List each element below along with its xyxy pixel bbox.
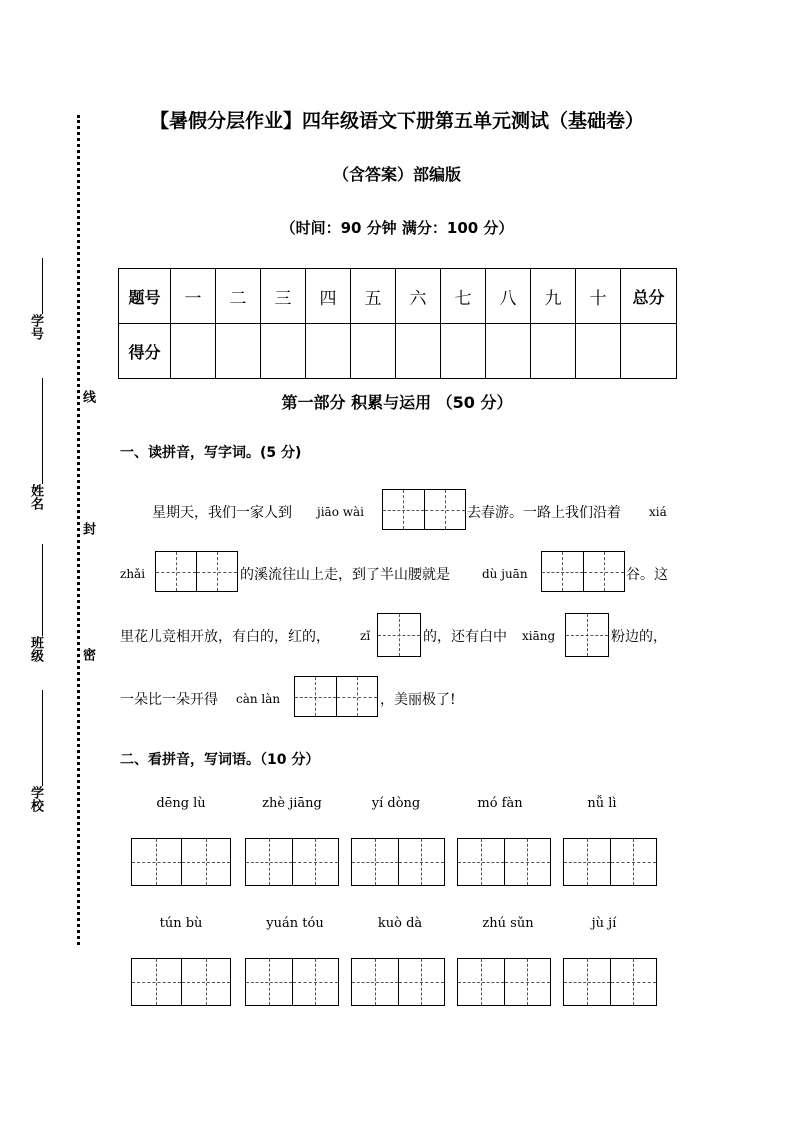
q1-pinyin: càn làn [236,692,281,706]
q2-answer-box[interactable] [245,838,339,886]
score-col: 十 [576,269,621,324]
q1-answer-box[interactable] [294,676,378,717]
q2-answer-box[interactable] [457,838,551,886]
q2-pinyin: tún bù [159,916,203,931]
score-cell[interactable] [306,324,351,379]
school-blank[interactable] [42,690,43,786]
q1-text: 的溪流往山上走，到了半山腰就是 [240,567,450,583]
q2-answer-box[interactable] [351,838,445,886]
score-table [118,268,677,379]
q2-pinyin: yí dòng [371,796,421,811]
score-col: 九 [531,269,576,324]
q1-pinyin: zǐ [360,629,371,643]
q2-pinyin: mó fàn [477,796,523,811]
q1-text: 粉边的， [611,629,667,645]
q1-text: 谷。这 [626,567,668,583]
score-col-label: 题号 [119,269,171,324]
q1-answer-box[interactable] [541,551,625,592]
q1-text: 星期天，我们一家人到 [152,505,292,521]
q2-answer-box[interactable] [131,838,231,886]
q2-pinyin: kuò dà [377,916,423,931]
q2-answer-box[interactable] [351,958,445,1006]
q2-answer-box[interactable] [563,838,657,886]
q1-text: 去春游。一路上我们沿着 [467,505,621,521]
page-title: 【暑假分层作业】四年级语文下册第五单元测试（基础卷） [149,110,644,132]
seal-char-secret: 密 [80,648,95,661]
exam-meta: （时间：90 分钟 满分：100 分） [280,219,514,237]
score-cell[interactable] [486,324,531,379]
q1-pinyin: dù juān [482,567,528,581]
q1-pinyin: jiāo wài [317,505,365,519]
seal-char-seal: 封 [80,522,95,535]
score-col: 一 [171,269,216,324]
score-col: 三 [261,269,306,324]
score-cell[interactable] [351,324,396,379]
student-id-label: 学号 [28,314,43,340]
q2-pinyin: zhè jiāng [262,796,322,811]
q1-answer-box[interactable] [382,489,466,530]
q2-answer-box[interactable] [245,958,339,1006]
class-label: 班级 [28,636,43,662]
q2-pinyin: yuán tóu [266,916,324,931]
q2-pinyin: jù jí [591,916,617,931]
score-cell[interactable] [396,324,441,379]
page-subtitle: （含答案）部编版 [332,165,461,184]
score-cell[interactable] [171,324,216,379]
score-table-header-row [119,269,677,324]
score-cell[interactable] [216,324,261,379]
q2-answer-box[interactable] [457,958,551,1006]
score-col: 七 [441,269,486,324]
score-col: 五 [351,269,396,324]
part1-heading: 第一部分 积累与运用 （50 分） [281,393,513,412]
q1-text: 的，还有白中 [423,629,507,645]
score-col: 六 [396,269,441,324]
seal-char-line: 线 [80,390,95,403]
q1-title: 一、读拼音，写字词。(5 分) [120,445,302,461]
name-label: 姓名 [28,484,43,510]
q1-pinyin: xiá [649,505,667,519]
q1-text: 一朵比一朵开得 [120,692,218,708]
q2-pinyin: nǚ lì [587,796,617,811]
school-label: 学校 [28,786,43,812]
score-cell[interactable] [261,324,306,379]
score-cell[interactable] [441,324,486,379]
q2-pinyin: dēng lù [156,796,206,811]
student-id-blank[interactable] [42,258,43,314]
score-row-label: 得分 [119,324,171,379]
q1-text: ，美丽极了! [380,692,456,708]
score-cell-total[interactable] [621,324,677,379]
score-col: 八 [486,269,531,324]
q1-pinyin: xiāng [522,629,556,643]
q2-answer-box[interactable] [563,958,657,1006]
score-table-score-row [119,324,677,379]
q2-answer-box[interactable] [131,958,231,1006]
score-col: 四 [306,269,351,324]
q1-text: 里花儿竞相开放，有白的，红的， [120,629,330,645]
score-col: 二 [216,269,261,324]
q1-answer-box[interactable] [155,551,238,592]
score-col-total: 总分 [621,269,677,324]
class-blank[interactable] [42,544,43,636]
q2-title: 二、看拼音，写词语。（10 分） [120,752,320,768]
q1-answer-box[interactable] [565,613,609,657]
score-cell[interactable] [576,324,621,379]
q2-pinyin: zhú sǔn [482,916,534,931]
q1-pinyin: zhǎi [120,567,146,581]
score-cell[interactable] [531,324,576,379]
q1-answer-box[interactable] [377,613,421,657]
